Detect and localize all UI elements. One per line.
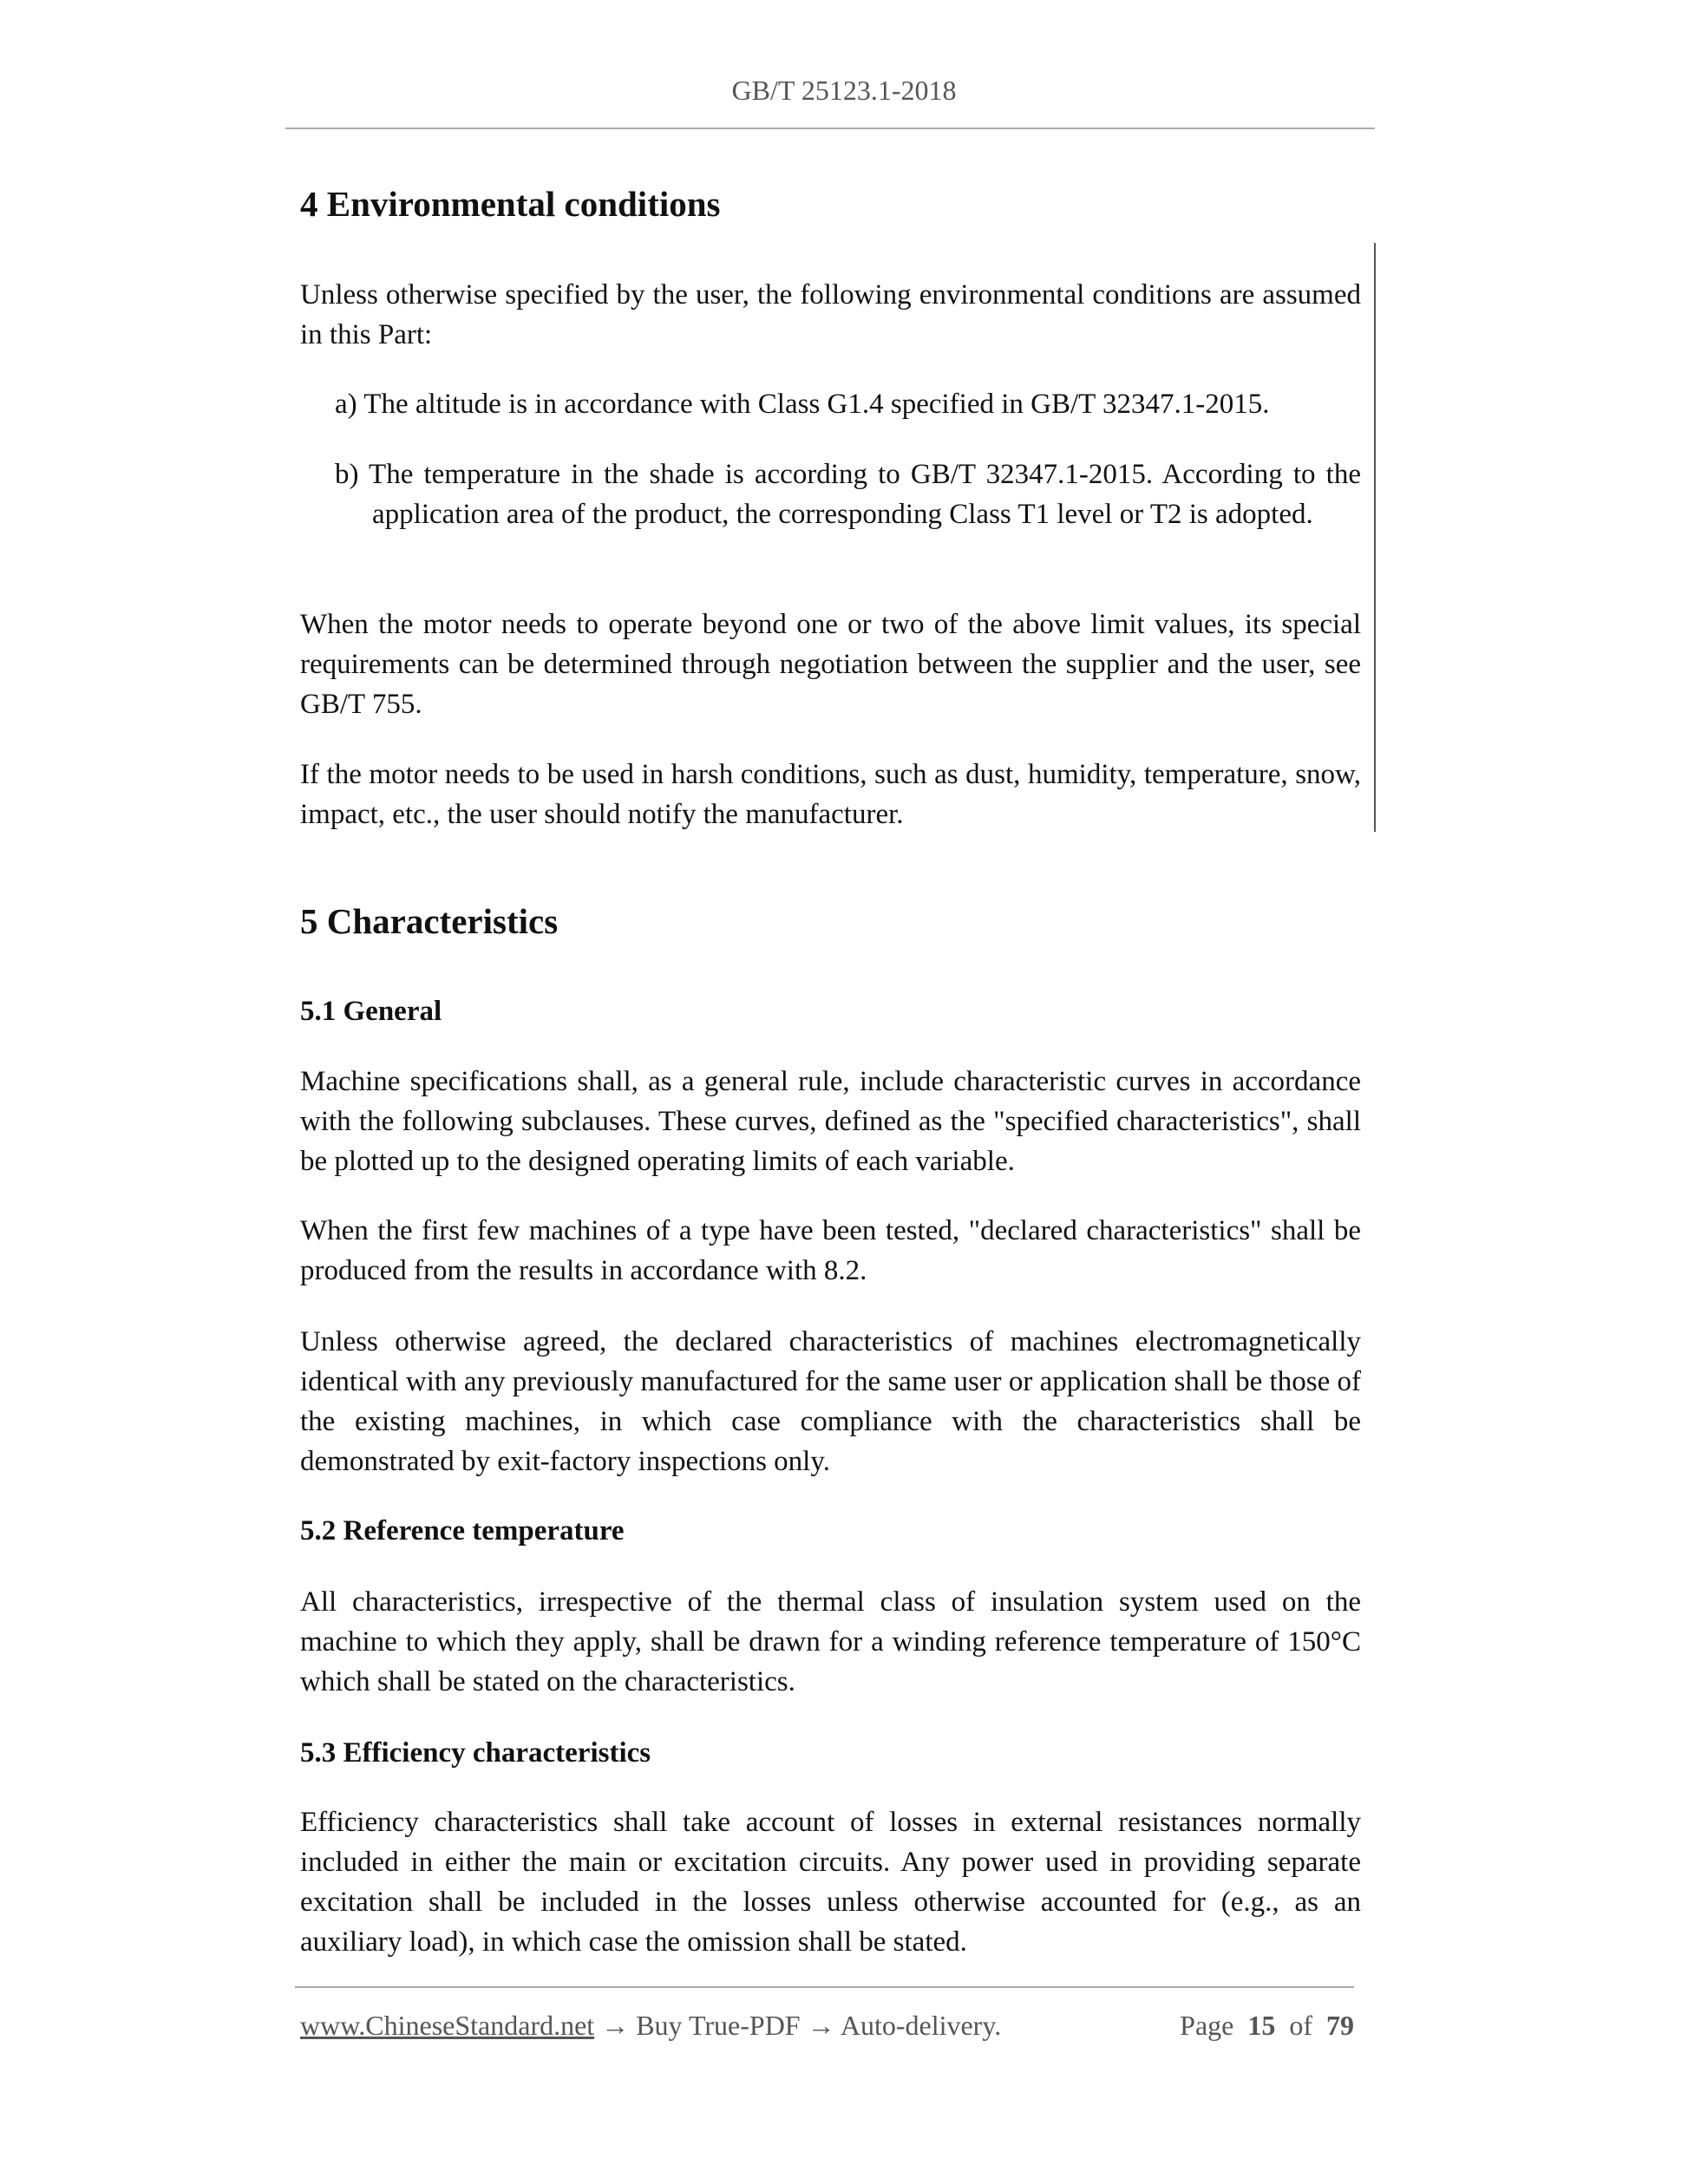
page-label: Page [1180,2010,1234,2041]
change-bar [1374,243,1376,832]
page-number: 15 [1247,2010,1276,2041]
section-5-heading: 5 Characteristics [300,901,559,941]
website-link[interactable]: www.ChineseStandard.net [300,2010,595,2041]
section-4-paragraph-3: If the motor needs to be used in harsh conditions, such as dust, humidity, temperature, snow, impact, etc., the user should notify the manufacturer. [300,759,1361,830]
list-item-a: a) The altitude is in accordance with Class G1.4 specified in GB/T 32347.1-2015. [335,389,1270,420]
footer-divider [295,1986,1354,1988]
section-4-heading: 4 Environmental conditions [300,184,721,224]
footer [300,2006,1354,2044]
section-5-1-heading: 5.1 General [300,996,442,1027]
section-4-intro: Unless otherwise specified by the user, the following environmental conditions are assumed in this Part: [300,279,1361,350]
section-5-2-heading: 5.2 Reference temperature [300,1515,625,1546]
footer-promo [300,2006,1001,2044]
of-label: of [1289,2010,1312,2041]
section-5-3-paragraph: Efficiency characteristics shall take account of losses in external resistances normally included in either the main or excitation circuits. Any power used in providing separate excitation shall be included in the losses unless otherwise accounted for (e.g., as an auxiliary load), in which case the omission shall be stated. [300,1807,1361,1958]
section-5-1-paragraph-1: Machine specifications shall, as a general rule, include characteristic curves in accordance with the following subclauses. These curves, defined as the "specified characteristics", shall be plotted up to the designed operating limits of each variable. [300,1066,1361,1177]
page-total: 79 [1326,2010,1354,2041]
section-5-1-paragraph-3: Unless otherwise agreed, the declared characteristics of machines electromagnetically identical with any previously manufactured for the same user or application shall be those of the existing machines, in which case compliance with the characteristics shall be demonstrated by exit-factory inspections only. [300,1326,1361,1477]
section-5-1-paragraph-2: When the first few machines of a type have been tested, "declared characteristics" shall be produced from the results in accordance with 8.2. [300,1215,1361,1286]
section-5-2-paragraph: All characteristics, irrespective of the thermal class of insulation system used on the machine to which they apply, shall be drawn for a winding reference temperature of 150°C which shall be stated on the characteristics. [300,1586,1361,1697]
list-item-b: b) The temperature in the shade is according to GB/T 32347.1-2015. According to the application area of the product, the corresponding Class T1 level or T2 is adopted. [335,459,1361,530]
footer-promo-text: → Buy True-PDF → Auto-delivery. [594,2010,1002,2041]
page-indicator [1180,2006,1354,2044]
document-id-header: GB/T 25123.1-2018 [731,75,957,106]
section-4-paragraph-2: When the motor needs to operate beyond one or two of the above limit values, its special requirements can be determined through negotiation between the supplier and the user, see GB/T 755. [300,609,1361,720]
header-divider [285,128,1375,129]
section-5-3-heading: 5.3 Efficiency characteristics [300,1737,651,1769]
